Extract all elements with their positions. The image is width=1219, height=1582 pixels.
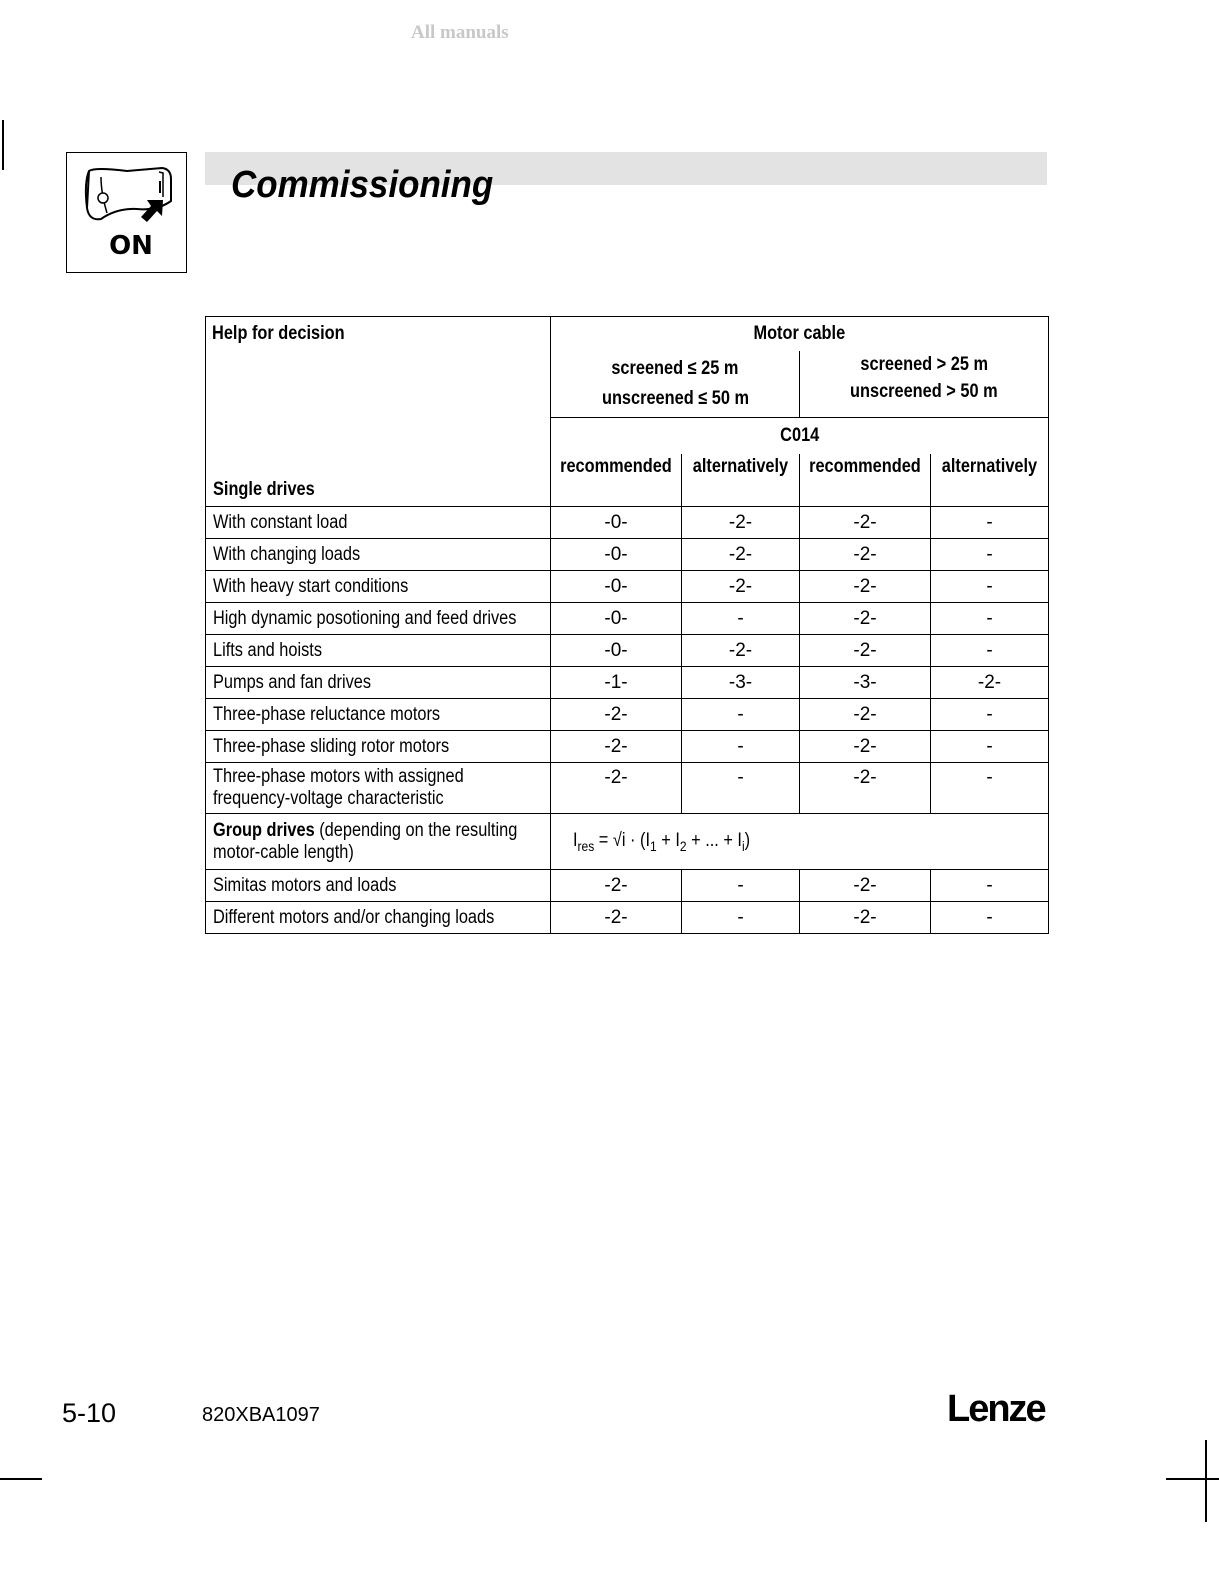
page-number: 5-10 — [62, 1398, 117, 1428]
watermark: All manuals — [411, 22, 509, 43]
page-title: Commissioning — [231, 164, 494, 206]
single-drives-label: Single drives — [213, 479, 315, 500]
brand-logo: Lenze — [947, 1388, 1045, 1430]
table-row: Simitas motors and loads -2- - -2- - — [206, 870, 1049, 902]
cable-group-long: screened > 25 m unscreened > 50 m — [800, 351, 1049, 418]
help-label: Help for decision — [212, 323, 345, 344]
crop-mark — [0, 1478, 42, 1480]
table-row: Pumps and fan drives -1- -3- -3- -2- — [206, 667, 1049, 699]
table-row: Lifts and hoists -0- -2- -2- - — [206, 635, 1049, 667]
col-header: alternatively — [931, 454, 1049, 507]
table-row: High dynamic posotioning and feed drives -0- - -2- - — [206, 603, 1049, 635]
table-row: With heavy start conditions -0- -2- -2- - — [206, 571, 1049, 603]
cable-group-short: screened ≤ 25 m unscreened ≤ 50 m — [551, 351, 800, 418]
crop-mark — [1166, 1478, 1219, 1480]
motor-cable-header: Motor cable — [551, 317, 1049, 351]
table-row: Different motors and/or changing loads -2- - -2- - — [206, 902, 1049, 934]
section-icon — [66, 152, 187, 273]
table-row: Three-phase motors with assigned frequency-voltage characteristic -2- - -2- - — [206, 763, 1049, 814]
table-row: With constant load -0- -2- -2- - — [206, 507, 1049, 539]
crop-mark — [1205, 1440, 1207, 1522]
table-row: Three-phase sliding rotor motors -2- - -2- - — [206, 731, 1049, 763]
decision-table — [205, 316, 1049, 934]
table-row: Three-phase reluctance motors -2- - -2- - — [206, 699, 1049, 731]
col-header: recommended — [551, 454, 682, 507]
help-for-decision-cell — [206, 317, 551, 507]
crop-mark — [2, 120, 4, 170]
document-id: 820XBA1097 — [202, 1404, 320, 1426]
code-header: C014 — [551, 418, 1049, 454]
col-header: alternatively — [682, 454, 800, 507]
group-drives-row: Group drives (depending on the resulting motor-cable length) $I_{res} = √i \cdot (I_1 + I_2$ + ... + $I_i$) — [206, 814, 1049, 870]
table-row: With changing loads -0- -2- -2- - — [206, 539, 1049, 571]
col-header: recommended — [800, 454, 931, 507]
on-label: ON — [109, 231, 153, 261]
group-current-formula: $I_{res} = √i \cdot (I_1 + I_2$ + ... + $I_i$) — [551, 814, 1049, 870]
